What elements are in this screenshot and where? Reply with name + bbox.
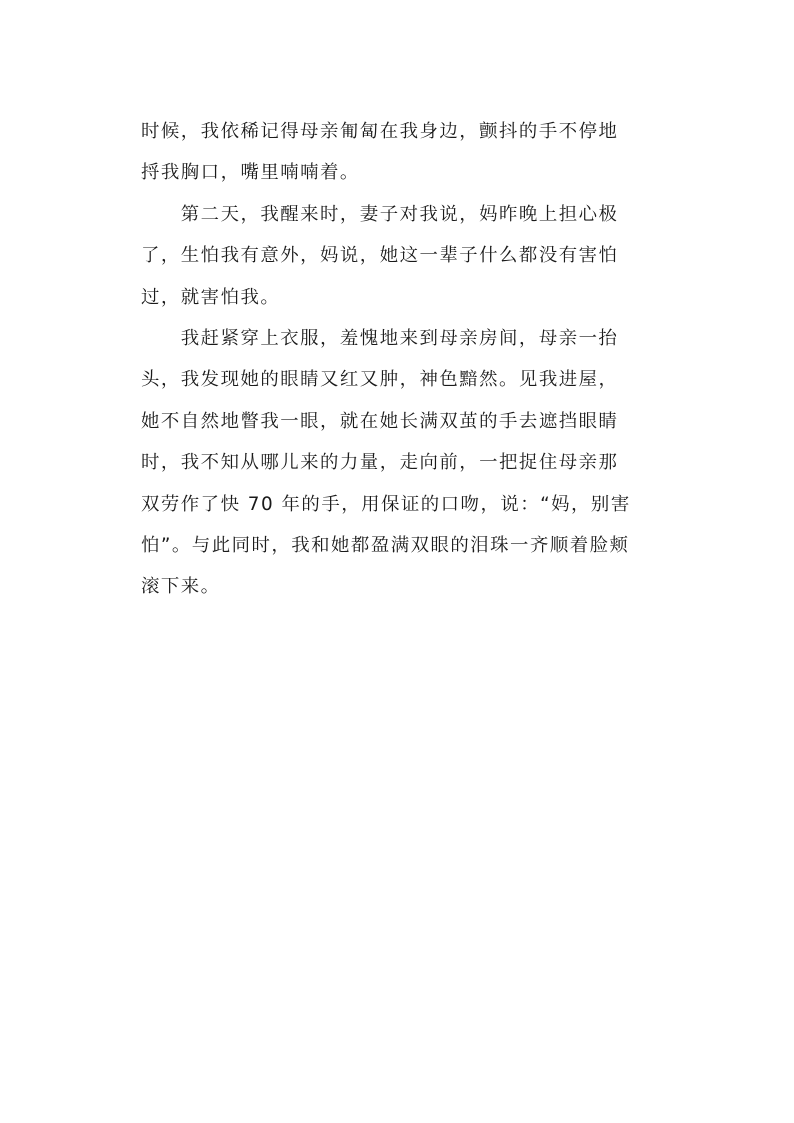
text-line: 头，我发现她的眼睛又红又肿，神色黯然。见我进屋， (141, 369, 619, 391)
text-line: 怕”。与此同时，我和她都盈满双眼的泪珠一齐顺着脸颊 (141, 535, 630, 557)
text-line: 时，我不知从哪儿来的力量，走向前，一把捉住母亲那 (141, 452, 619, 474)
body-text (141, 111, 661, 608)
text-line: 第二天，我醒来时，妻子对我说，妈昨晚上担心极 (141, 203, 619, 225)
paragraph-1 (141, 111, 661, 194)
text-line: 时候，我依稀记得母亲匍匐在我身边，颤抖的手不停地 (141, 121, 619, 142)
text-line: 我赶紧穿上衣服，羞愧地来到母亲房间，母亲一抬 (141, 328, 619, 350)
paragraph-3 (141, 318, 661, 608)
text-line: 滚下来。 (141, 576, 221, 598)
paragraph-2 (141, 194, 661, 318)
text-line: 她不自然地瞥我一眼，就在她长满双茧的手去遮挡眼睛 (141, 410, 619, 432)
text-line: 双劳作了快 70 年的手，用保证的口吻，说：“妈，别害 (141, 493, 631, 515)
text-line: 了，生怕我有意外，妈说，她这一辈子什么都没有害怕 (141, 245, 619, 267)
text-line: 过，就害怕我。 (141, 286, 281, 308)
text-line: 捋我胸口，嘴里喃喃着。 (141, 162, 360, 184)
